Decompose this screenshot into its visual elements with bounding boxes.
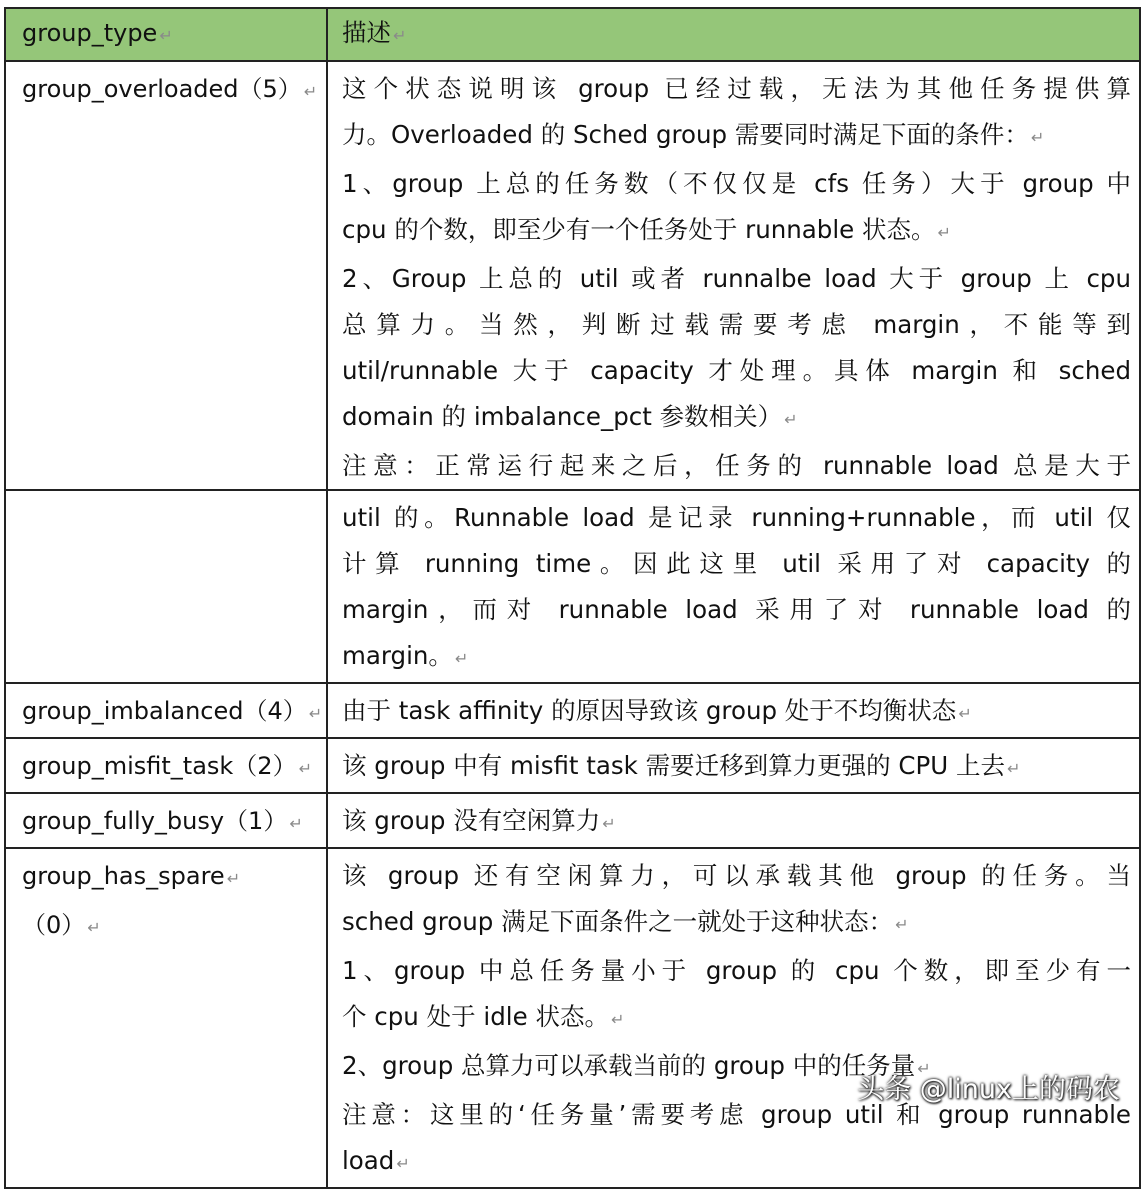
type-cell — [6, 62, 328, 489]
paragraph-mark-icon: ↵ — [298, 759, 312, 778]
description-line: 这个状态说明该 group 已经过载，无法为其他任务提供算 — [342, 74, 1131, 103]
table-row — [4, 737, 1141, 792]
description-line-wrap — [342, 899, 1131, 948]
paragraph-mark-icon: ↵ — [958, 704, 972, 723]
paragraph-mark-icon: ↵ — [308, 704, 323, 723]
description-cell — [328, 849, 1139, 1187]
table-row — [4, 847, 1141, 1189]
description-line: sched group 满足下面条件之一就处于这种状态： — [342, 907, 894, 936]
type-cell — [6, 794, 328, 847]
table-row — [4, 682, 1141, 737]
header-label: group_type — [22, 19, 158, 47]
paragraph-mark-icon: ↵ — [917, 1059, 931, 1078]
table-header-row — [4, 7, 1141, 60]
header-cell-description — [328, 9, 1139, 60]
paragraph-mark-icon: ↵ — [1007, 759, 1021, 778]
watermark: 头条 @linux上的码农 — [857, 1074, 1120, 1105]
paragraph-mark-icon: ↵ — [303, 82, 318, 101]
description-line: 力。Overloaded 的 Sched group 需要同时满足下面的条件： — [342, 120, 1029, 149]
paragraph-mark-icon: ↵ — [396, 1154, 410, 1173]
header-label: 描述 — [342, 18, 391, 47]
type-cell — [6, 739, 328, 792]
paragraph-mark-icon: ↵ — [610, 1010, 625, 1029]
type-label: group_overloaded（5） — [22, 75, 302, 103]
description-line: 该 group 没有空闲算力 — [342, 806, 601, 835]
description-line: 2、group 总算力可以承载当前的 group 中的任务量 — [342, 1051, 916, 1080]
paragraph-mark-icon: ↵ — [937, 223, 951, 242]
paragraph-mark-icon: ↵ — [393, 26, 407, 45]
description-line-wrap — [342, 394, 1131, 443]
type-cell — [6, 684, 328, 737]
paragraph-mark-icon: ↵ — [87, 918, 101, 937]
paragraph-mark-icon: ↵ — [454, 649, 469, 668]
description-cell — [328, 794, 1139, 847]
description-line-wrap — [342, 994, 1131, 1043]
paragraph-mark-icon: ↵ — [226, 869, 241, 888]
table-row — [4, 60, 1141, 489]
type-label: group_fully_busy（1） — [22, 807, 288, 835]
type-cell — [6, 491, 328, 682]
description-line-wrap — [342, 1138, 1131, 1187]
type-cell — [6, 849, 328, 1187]
description-line: 总算力。当然，判断过载需要考虑 margin，不能等到 — [342, 310, 1131, 339]
description-line: 个 cpu 处于 idle 状态。 — [342, 1002, 609, 1031]
type-label: group_misfit_task（2） — [22, 752, 297, 780]
description-line: cpu 的个数，即至少有一个任务处于 runnable 状态。 — [342, 215, 936, 244]
type-label: group_imbalanced（4） — [22, 697, 307, 725]
description-line-wrap — [342, 112, 1131, 161]
description-line: 该 group 还有空闲算力，可以承载其他 group 的任务。当 — [342, 861, 1131, 890]
table-row — [4, 792, 1141, 847]
description-line: 1、group 中总任务量小于 group 的 cpu 个数，即至少有一 — [342, 956, 1131, 985]
group-type-table — [4, 7, 1141, 1189]
description-cell — [328, 739, 1139, 792]
type-label: （0） — [22, 911, 86, 939]
description-line: margin，而对 runnable load 采用了对 runnable load 的 — [342, 595, 1131, 624]
description-line: domain 的 imbalance_pct 参数相关） — [342, 402, 783, 431]
description-line: 注意：正常运行起来之后，任务的 runnable load 总是大于 — [342, 451, 1131, 480]
header-cell-group-type — [6, 9, 328, 60]
description-line: load — [342, 1146, 395, 1175]
description-cell — [328, 491, 1139, 682]
paragraph-mark-icon: ↵ — [159, 26, 173, 45]
paragraph-mark-icon: ↵ — [602, 814, 616, 833]
description-line: 2、Group 上总的 util 或者 runnalbe load 大于 group 上 cpu — [342, 264, 1131, 293]
description-line: util 的。Runnable load 是记录 running+runnable，而 util 仅 — [342, 503, 1131, 532]
description-cell — [328, 684, 1139, 737]
description-line: 1、group 上总的任务数（不仅仅是 cfs 任务）大于 group 中 — [342, 169, 1131, 198]
description-line: util/runnable 大于 capacity 才处理。具体 margin 和 sched — [342, 356, 1131, 385]
type-label: group_has_spare — [22, 862, 225, 890]
table-row — [4, 489, 1141, 682]
description-line: margin。 — [342, 641, 453, 670]
paragraph-mark-icon: ↵ — [1030, 128, 1045, 147]
paragraph-mark-icon: ↵ — [784, 410, 798, 429]
description-line-wrap — [342, 207, 1131, 256]
description-line: 该 group 中有 misfit task 需要迁移到算力更强的 CPU 上去 — [342, 751, 1006, 780]
description-line-wrap — [342, 633, 1131, 682]
description-line: 注意：这里的‘任务量’需要考虑 group util 和 group runnable — [342, 1100, 1131, 1129]
description-cell — [328, 62, 1139, 489]
paragraph-mark-icon: ↵ — [289, 814, 303, 833]
paragraph-mark-icon: ↵ — [895, 915, 909, 934]
description-line: 由于 task affinity 的原因导致该 group 处于不均衡状态 — [342, 696, 957, 725]
description-line: 计算 running time。因此这里 util 采用了对 capacity 的 — [342, 549, 1131, 578]
